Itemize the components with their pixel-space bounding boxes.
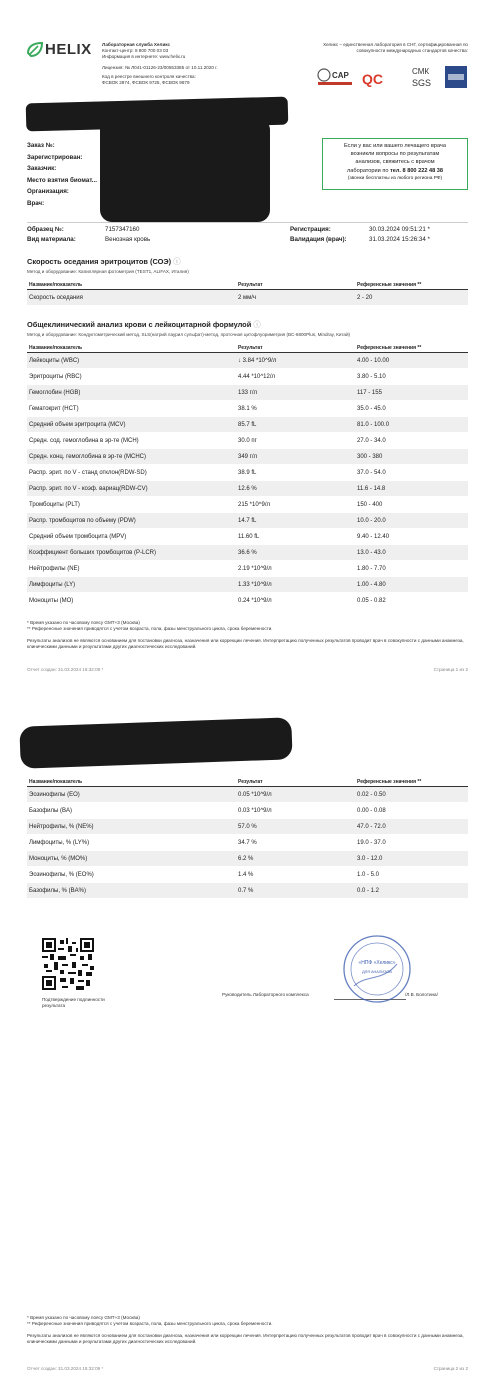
qr-code-icon — [42, 938, 94, 990]
esr-title-text: Скорость оседания эритроцитов (СОЭ) — [27, 257, 172, 266]
row-name: Распр. тромбоцитов по объему (PDW) — [27, 513, 236, 529]
head-name: /Л.В. Болотина/ — [405, 992, 438, 997]
row-result: 14.7 fL — [236, 513, 355, 529]
row-name: Средн. сод. гемоглобина в эр-те (MCH) — [27, 433, 236, 449]
row-name: Моноциты (MO) — [27, 593, 236, 609]
redaction-header-2 — [19, 717, 292, 768]
table-row — [27, 497, 468, 513]
ref-note-2: ** Референсные значения приводятся с учетом возраста, пола, фазы менструального цикла, срока беременности. — [27, 1321, 273, 1327]
col-name: Название/показатель — [27, 777, 236, 787]
row-ref: 11.6 - 14.8 — [355, 481, 468, 497]
page-number-2: Страница 2 из 2 — [433, 1366, 468, 1371]
cert-text: Хеликс – единственная лаборатория в СНГ, сертифицированная по совокупности международных стандартов качества: — [323, 42, 468, 53]
info-icon: ⓘ — [173, 257, 181, 266]
row-name: Лейкоциты (WBC) — [27, 353, 236, 369]
table-row — [27, 561, 468, 577]
row-result: 1.4 % — [236, 867, 355, 883]
row-result: 30.0 пг — [236, 433, 355, 449]
col-result: Результат — [236, 280, 355, 290]
registration-label: Регистрация: — [290, 226, 331, 233]
svg-text:SGS: SGS — [412, 78, 432, 88]
row-name: Лимфоциты, % (LY%) — [27, 835, 236, 851]
row-name: Базофилы, % (BA%) — [27, 883, 236, 899]
question-line4-pre: лаборатории по — [347, 167, 391, 174]
helix-logo — [26, 40, 90, 60]
row-ref: 1.80 - 7.70 — [355, 561, 468, 577]
row-ref: 0.02 - 0.50 — [355, 787, 468, 803]
row-result: ↓ 3.84 *10^9/л — [236, 353, 355, 369]
col-result: Результат — [236, 343, 355, 353]
col-ref: Референсные значения ** — [355, 777, 468, 787]
validation-value: 31.03.2024 15:26:34 * — [369, 236, 430, 243]
row-name: Гематокрит (HCT) — [27, 401, 236, 417]
badge-iso — [445, 66, 467, 88]
row-ref: 117 - 155 — [355, 385, 468, 401]
patient-fields — [27, 142, 137, 211]
row-ref: 9.40 - 12.40 — [355, 529, 468, 545]
report-page-1 — [0, 0, 495, 690]
report-created-1: Отчет создан: 31.03.2024 15:32:09 * — [27, 667, 104, 672]
sample-block — [27, 222, 468, 250]
row-result: 6.2 % — [236, 851, 355, 867]
field-doctor: Врач: — [27, 199, 45, 207]
row-result: 2 мм/ч — [236, 290, 355, 306]
table-row — [27, 369, 468, 385]
row-ref: 3.80 - 5.10 — [355, 369, 468, 385]
question-line1: Если у вас или вашего лечащего врача — [344, 143, 446, 149]
svg-text:QC: QC — [362, 71, 383, 87]
info-icon: ⓘ — [253, 320, 261, 329]
table-row — [27, 481, 468, 497]
field-customer: Заказчик: — [27, 165, 57, 172]
row-ref: 47.0 - 72.0 — [355, 819, 468, 835]
svg-text:CAP: CAP — [332, 71, 349, 80]
esr-method: Метод и оборудование: Капиллярная фотометрия (TEST1, ALIFAX, Италия) — [27, 269, 189, 274]
svg-text:СМК: СМК — [412, 67, 430, 76]
table-row — [27, 401, 468, 417]
lab-name: Лабораторная служба Хеликс — [102, 42, 171, 47]
lab-registry: Код в реестре внешнего контроля качества: — [102, 74, 196, 79]
table-row — [27, 449, 468, 465]
table-row — [27, 819, 468, 835]
official-stamp — [342, 934, 412, 1004]
stamp-subtext: ДЛЯ АНАЛИЗОВ — [362, 970, 392, 974]
table-row — [27, 835, 468, 851]
field-organization: Организация: — [27, 188, 69, 195]
validation-label: Валидация (врач): — [290, 236, 347, 243]
col-ref: Референсные значения ** — [355, 343, 468, 353]
lab-registry2: ФСВОК 2874, ФСВОК 9725, ФСВОК 9879 — [102, 80, 190, 85]
footnotes-1 — [27, 620, 468, 651]
head-label: Руководитель Лабораторного комплекса — [222, 992, 309, 997]
row-ref: 13.0 - 43.0 — [355, 545, 468, 561]
iso-badge-icon — [445, 66, 467, 88]
esr-table — [27, 280, 468, 306]
stamp-icon — [342, 934, 412, 1004]
table-row — [27, 787, 468, 803]
field-place: Место взятия биомат... — [27, 176, 97, 184]
row-result: 215 *10^9/л — [236, 497, 355, 513]
row-name: Моноциты, % (MO%) — [27, 851, 236, 867]
row-name: Нейтрофилы (NE) — [27, 561, 236, 577]
row-ref: 19.0 - 37.0 — [355, 835, 468, 851]
row-ref: 1.0 - 5.0 — [355, 867, 468, 883]
row-result: 4.44 *10^12/л — [236, 369, 355, 385]
row-result: 57.0 % — [236, 819, 355, 835]
cbc2-header-row — [27, 777, 468, 787]
cbc-title — [27, 319, 261, 330]
table-row — [27, 290, 468, 306]
cbc-method: Метод и оборудование: Кондуктометрический метод, SLS(натрий лаурил сульфат)-метод, проточная цитофлуориметрия (BC-6800Plus, Mindray, Китай) — [27, 332, 351, 337]
row-result: 2.19 *10^9/л — [236, 561, 355, 577]
row-result: 85.7 fL — [236, 417, 355, 433]
field-order: Заказ №: — [27, 142, 55, 149]
row-ref: 1.00 - 4.80 — [355, 577, 468, 593]
col-result: Результат — [236, 777, 355, 787]
table-row — [27, 803, 468, 819]
qc-badge-icon — [360, 64, 390, 88]
time-note: * Время указано по часовому поясу GMT+3 (Москва) — [27, 620, 140, 625]
table-row — [27, 851, 468, 867]
table-row — [27, 513, 468, 529]
row-name: Лимфоциты (LY) — [27, 577, 236, 593]
row-result: 12.6 % — [236, 481, 355, 497]
row-ref: 150 - 400 — [355, 497, 468, 513]
report-page-2 — [0, 700, 495, 1400]
material-label: Вид материала: — [27, 236, 76, 243]
row-result: 38.1 % — [236, 401, 355, 417]
table-row — [27, 593, 468, 609]
col-ref: Референсные значения ** — [355, 280, 468, 290]
table-row — [27, 353, 468, 369]
row-ref: 300 - 380 — [355, 449, 468, 465]
row-ref: 81.0 - 100.0 — [355, 417, 468, 433]
sample-value: 7157347160 — [105, 226, 140, 233]
qr-caption: Подтверждение подлинности результата — [42, 997, 105, 1008]
table-row — [27, 883, 468, 899]
row-name: Распр. эрит. по V - станд отклон(RDW-SD) — [27, 465, 236, 481]
esr-title — [27, 256, 181, 267]
row-ref: 4.00 - 10.00 — [355, 353, 468, 369]
material-value: Венозная кровь — [105, 236, 151, 243]
stamp-text: «НПФ «Хеликс» — [358, 960, 396, 966]
logo-text: HELIX — [45, 41, 92, 58]
badge-qc — [360, 64, 390, 88]
question-line2: возникли вопросы по результатам — [350, 151, 440, 158]
esr-header-row — [27, 280, 468, 290]
row-result: 1.33 *10^9/л — [236, 577, 355, 593]
table-row — [27, 529, 468, 545]
page-number-1: Страница 1 из 2 — [433, 667, 468, 672]
cbc-title-text: Общеклинический анализ крови с лейкоцитарной формулой — [27, 320, 252, 329]
col-name: Название/показатель — [27, 280, 236, 290]
question-line3: анализов, свяжитесь с врачом — [355, 159, 435, 166]
cbc2-table — [27, 777, 468, 899]
row-name: Тромбоциты (PLT) — [27, 497, 236, 513]
row-result: 38.9 fL — [236, 465, 355, 481]
row-ref: 2 - 20 — [355, 290, 468, 306]
row-name: Распр. эрит. по V - коэф. вариац(RDW-CV) — [27, 481, 236, 497]
table-row — [27, 867, 468, 883]
table-row — [27, 417, 468, 433]
cbc-header-row — [27, 343, 468, 353]
row-result: 0.03 *10^9/л — [236, 803, 355, 819]
time-note-2: * Время указано по часовому поясу GMT+3 (Москва) — [27, 1315, 140, 1320]
row-ref: 10.0 - 20.0 — [355, 513, 468, 529]
row-name: Эритроциты (RBC) — [27, 369, 236, 385]
table-row — [27, 385, 468, 401]
row-ref: 0.00 - 0.08 — [355, 803, 468, 819]
row-name: Средний объем тромбоцита (MPV) — [27, 529, 236, 545]
disclaimer-2: Результаты анализов не являются основанием для постановки диагноза, назначения или коррекции лечения. Интерпретацию полученных результатов проводит врач в совокупности с данными анамнеза, клиническими данными и результатами других диагностических исследований. — [27, 1332, 464, 1345]
row-ref: 35.0 - 45.0 — [355, 401, 468, 417]
row-result: 349 г/л — [236, 449, 355, 465]
row-name: Коэффициент больших тромбоцитов (P-LCR) — [27, 545, 236, 561]
badge-cap — [316, 66, 354, 88]
registration-value: 30.03.2024 09:51:21 * — [369, 226, 430, 233]
row-ref: 27.0 - 34.0 — [355, 433, 468, 449]
row-name: Гемоглобин (HGB) — [27, 385, 236, 401]
row-result: 133 г/л — [236, 385, 355, 401]
question-line5: (звонки бесплатны из любого региона РФ) — [347, 175, 443, 181]
row-name: Средн. конц. гемоглобина в эр-те (MCHC) — [27, 449, 236, 465]
lab-contact: Контакт-центр: 8 800 700 03 03 — [102, 48, 169, 53]
question-box — [322, 138, 468, 190]
sample-label: Образец №: — [27, 226, 64, 233]
lab-web: Информация в интернете: www.helix.ru — [102, 54, 186, 59]
question-phone: тел. 8 800 222 48 38 — [390, 167, 443, 174]
col-name: Название/показатель — [27, 343, 236, 353]
row-name: Средний объем эритроцита (MCV) — [27, 417, 236, 433]
row-name: Эозинофилы (EO) — [27, 787, 236, 803]
row-result: 0.05 *10^9/л — [236, 787, 355, 803]
disclaimer: Результаты анализов не являются основанием для постановки диагноза, назначения или коррекции лечения. Интерпретацию полученных результатов проводит врач в совокупности с данными анамнеза, клиническими данными и результатами других диагностических исследований. — [27, 637, 464, 650]
table-row — [27, 577, 468, 593]
sgs-badge-icon — [410, 64, 438, 90]
report-created-2: Отчет создан: 31.03.2024 15:32:09 * — [27, 1366, 104, 1371]
lab-license: Лицензия: № Л041-01126-23/00553385 от 10.11.2020 г. — [102, 65, 218, 70]
table-row — [27, 433, 468, 449]
ref-note: ** Референсные значения приводятся с учетом возраста, пола, фазы менструального цикла, срока беременности. — [27, 626, 273, 632]
row-name: Скорость оседания — [27, 290, 236, 306]
field-registered: Зарегистрирован: — [27, 153, 83, 161]
table-row — [27, 465, 468, 481]
footnotes-2 — [27, 1315, 468, 1346]
row-ref: 0.05 - 0.82 — [355, 593, 468, 609]
cap-badge-icon — [316, 66, 354, 88]
row-ref: 3.0 - 12.0 — [355, 851, 468, 867]
cbc-table — [27, 343, 468, 609]
badge-smk-sgs — [410, 64, 438, 90]
qr-code — [42, 938, 94, 990]
lab-info — [102, 42, 272, 86]
row-name: Нейтрофилы, % (NE%) — [27, 819, 236, 835]
table-row — [27, 545, 468, 561]
row-name: Базофилы (BA) — [27, 803, 236, 819]
row-result: 0.7 % — [236, 883, 355, 899]
helix-leaf-icon — [26, 41, 44, 59]
question-line4 — [323, 167, 467, 175]
row-result: 11.60 fL — [236, 529, 355, 545]
row-name: Эозинофилы, % (EO%) — [27, 867, 236, 883]
row-result: 36.6 % — [236, 545, 355, 561]
row-result: 34.7 % — [236, 835, 355, 851]
row-ref: 37.0 - 54.0 — [355, 465, 468, 481]
row-ref: 0.0 - 1.2 — [355, 883, 468, 899]
row-result: 0.24 *10^9/л — [236, 593, 355, 609]
